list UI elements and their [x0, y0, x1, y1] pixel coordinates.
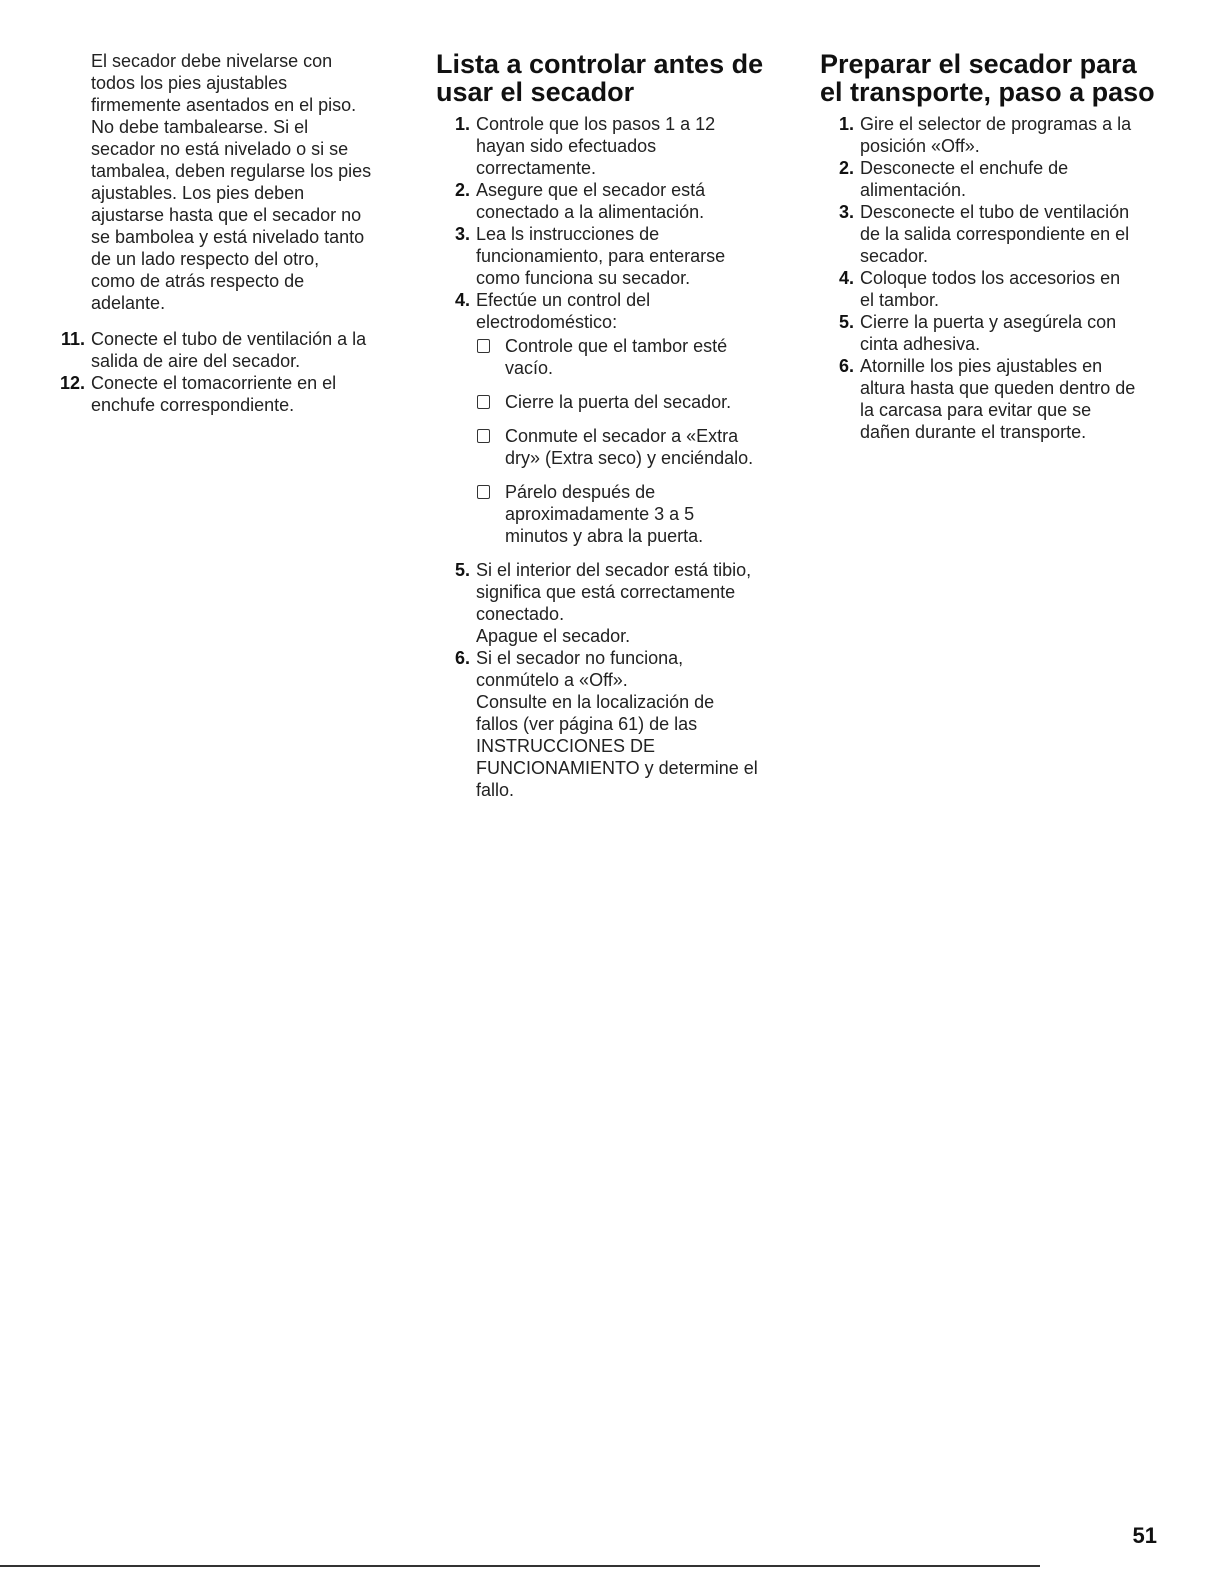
text-line: El secador debe nivelarse con — [91, 51, 333, 71]
text-line: firmemente asentados en el piso. — [91, 95, 357, 115]
text-line: se bambolea y está nivelado tanto — [91, 227, 365, 247]
checklist-item — [476, 425, 786, 469]
step-number: 3. — [454, 224, 470, 244]
heading-line: usar el secador — [436, 77, 635, 107]
checklist-item — [476, 391, 786, 413]
text-line: como funciona su secador. — [476, 268, 691, 288]
text-line: de la salida correspondiente en el — [860, 224, 1130, 244]
step-number: 4. — [454, 290, 470, 310]
text-line: Cierre la puerta del secador. — [505, 392, 732, 412]
list-item — [820, 355, 1170, 443]
text-line: Consulte en la localización de — [476, 692, 715, 712]
text-line: Gire el selector de programas a la — [860, 114, 1132, 134]
text-line: todos los pies ajustables — [91, 73, 288, 93]
text-line: posición «Off». — [860, 136, 980, 156]
leveling-paragraph — [44, 50, 404, 314]
text-line: aproximadamente 3 a 5 — [505, 504, 695, 524]
transport-steps-list — [820, 113, 1170, 443]
text-line: dry» (Extra seco) y enciéndalo. — [505, 448, 754, 468]
checkbox-icon — [477, 429, 490, 443]
checklist-steps-list — [436, 113, 786, 801]
list-item — [436, 113, 786, 179]
text-line: Párelo después de — [505, 482, 656, 502]
step-number: 3. — [838, 202, 854, 222]
list-item — [436, 179, 786, 223]
text-line: No debe tambalearse. Si el — [91, 117, 309, 137]
step-number: 6. — [838, 356, 854, 376]
footer-divider — [0, 1565, 1040, 1567]
text-line: fallo. — [476, 780, 515, 800]
list-item — [820, 113, 1170, 157]
text-line: Controle que los pasos 1 a 12 — [476, 114, 716, 134]
text-line: dañen durante el transporte. — [860, 422, 1087, 442]
text-line: Desconecte el tubo de ventilación — [860, 202, 1130, 222]
text-line: altura hasta que queden dentro de — [860, 378, 1136, 398]
step-number: 11. — [60, 329, 85, 349]
text-line: Conecte el tubo de ventilación a la — [91, 329, 367, 349]
text-line: funcionamiento, para enterarse — [476, 246, 726, 266]
text-line: salida de aire del secador. — [91, 351, 301, 371]
column-right — [820, 50, 1170, 443]
text-line: enchufe correspondiente. — [91, 395, 295, 415]
text-line: cinta adhesiva. — [860, 334, 981, 354]
text-line: electrodoméstico: — [476, 312, 618, 332]
text-line: Conecte el tomacorriente en el — [91, 373, 337, 393]
checkbox-icon — [477, 339, 490, 353]
text-line: Coloque todos los accesorios en — [860, 268, 1121, 288]
text-line: Atornille los pies ajustables en — [860, 356, 1103, 376]
text-line: la carcasa para evitar que se — [860, 400, 1092, 420]
step-number: 1. — [838, 114, 854, 134]
list-item — [820, 201, 1170, 267]
text-line: de un lado respecto del otro, — [91, 249, 320, 269]
checkbox-icon — [477, 485, 490, 499]
text-line: como de atrás respecto de — [91, 271, 305, 291]
checkbox-icon — [477, 395, 490, 409]
list-item — [820, 157, 1170, 201]
text-line: correctamente. — [476, 158, 597, 178]
text-line: vacío. — [505, 358, 554, 378]
list-item — [44, 328, 404, 372]
list-item — [436, 647, 786, 801]
text-line: Desconecte el enchufe de — [860, 158, 1069, 178]
page-number: 51 — [1132, 1523, 1157, 1548]
text-line: el tambor. — [860, 290, 940, 310]
checklist-heading — [436, 50, 786, 106]
text-line: fallos (ver página 61) de las — [476, 714, 698, 734]
text-line: conectado. — [476, 604, 565, 624]
checkbox-list — [476, 335, 786, 547]
transport-heading — [820, 50, 1170, 106]
install-steps-list — [44, 328, 404, 416]
text-line: Cierre la puerta y asegúrela con — [860, 312, 1117, 332]
text-line: adelante. — [91, 293, 166, 313]
text-line: significa que está correctamente — [476, 582, 736, 602]
text-line: secador no está nivelado o si se — [91, 139, 349, 159]
list-item — [436, 223, 786, 289]
step-number: 12. — [59, 373, 85, 393]
column-middle — [436, 50, 786, 801]
step-number: 6. — [454, 648, 470, 668]
text-line: ajustarse hasta que el secador no — [91, 205, 362, 225]
text-line: Si el interior del secador está tibio, — [476, 560, 752, 580]
step-number: 5. — [454, 560, 470, 580]
text-line: Apague el secador. — [476, 626, 631, 646]
list-item — [44, 372, 404, 416]
list-item — [436, 559, 786, 647]
text-line: Efectúe un control del — [476, 290, 651, 310]
text-line: FUNCIONAMIENTO y determine el — [476, 758, 758, 778]
step-number: 5. — [838, 312, 854, 332]
checklist-item — [476, 481, 786, 547]
list-item — [436, 289, 786, 547]
heading-line: Preparar el secador para — [820, 49, 1137, 79]
text-line: secador. — [860, 246, 929, 266]
text-line: INSTRUCCIONES DE — [476, 736, 656, 756]
text-line: minutos y abra la puerta. — [505, 526, 704, 546]
text-line: Conmute el secador a «Extra — [505, 426, 739, 446]
checklist-item — [476, 335, 786, 379]
text-line: alimentación. — [860, 180, 967, 200]
step-number: 4. — [838, 268, 854, 288]
column-left — [44, 50, 404, 416]
heading-line: Lista a controlar antes de — [436, 49, 764, 79]
text-line: Si el secador no funciona, — [476, 648, 684, 668]
text-line: Controle que el tambor esté — [505, 336, 728, 356]
text-line: conectado a la alimentación. — [476, 202, 705, 222]
step-number: 1. — [454, 114, 470, 134]
text-line: Lea ls instrucciones de — [476, 224, 660, 244]
text-line: conmútelo a «Off». — [476, 670, 628, 690]
text-line: hayan sido efectuados — [476, 136, 657, 156]
list-item — [820, 267, 1170, 311]
text-line: tambalea, deben regularse los pies — [91, 161, 372, 181]
text-line: Asegure que el secador está — [476, 180, 706, 200]
step-number: 2. — [838, 158, 854, 178]
text-line: ajustables. Los pies deben — [91, 183, 305, 203]
step-number: 2. — [454, 180, 470, 200]
heading-line: el transporte, paso a paso — [820, 77, 1155, 107]
list-item — [820, 311, 1170, 355]
